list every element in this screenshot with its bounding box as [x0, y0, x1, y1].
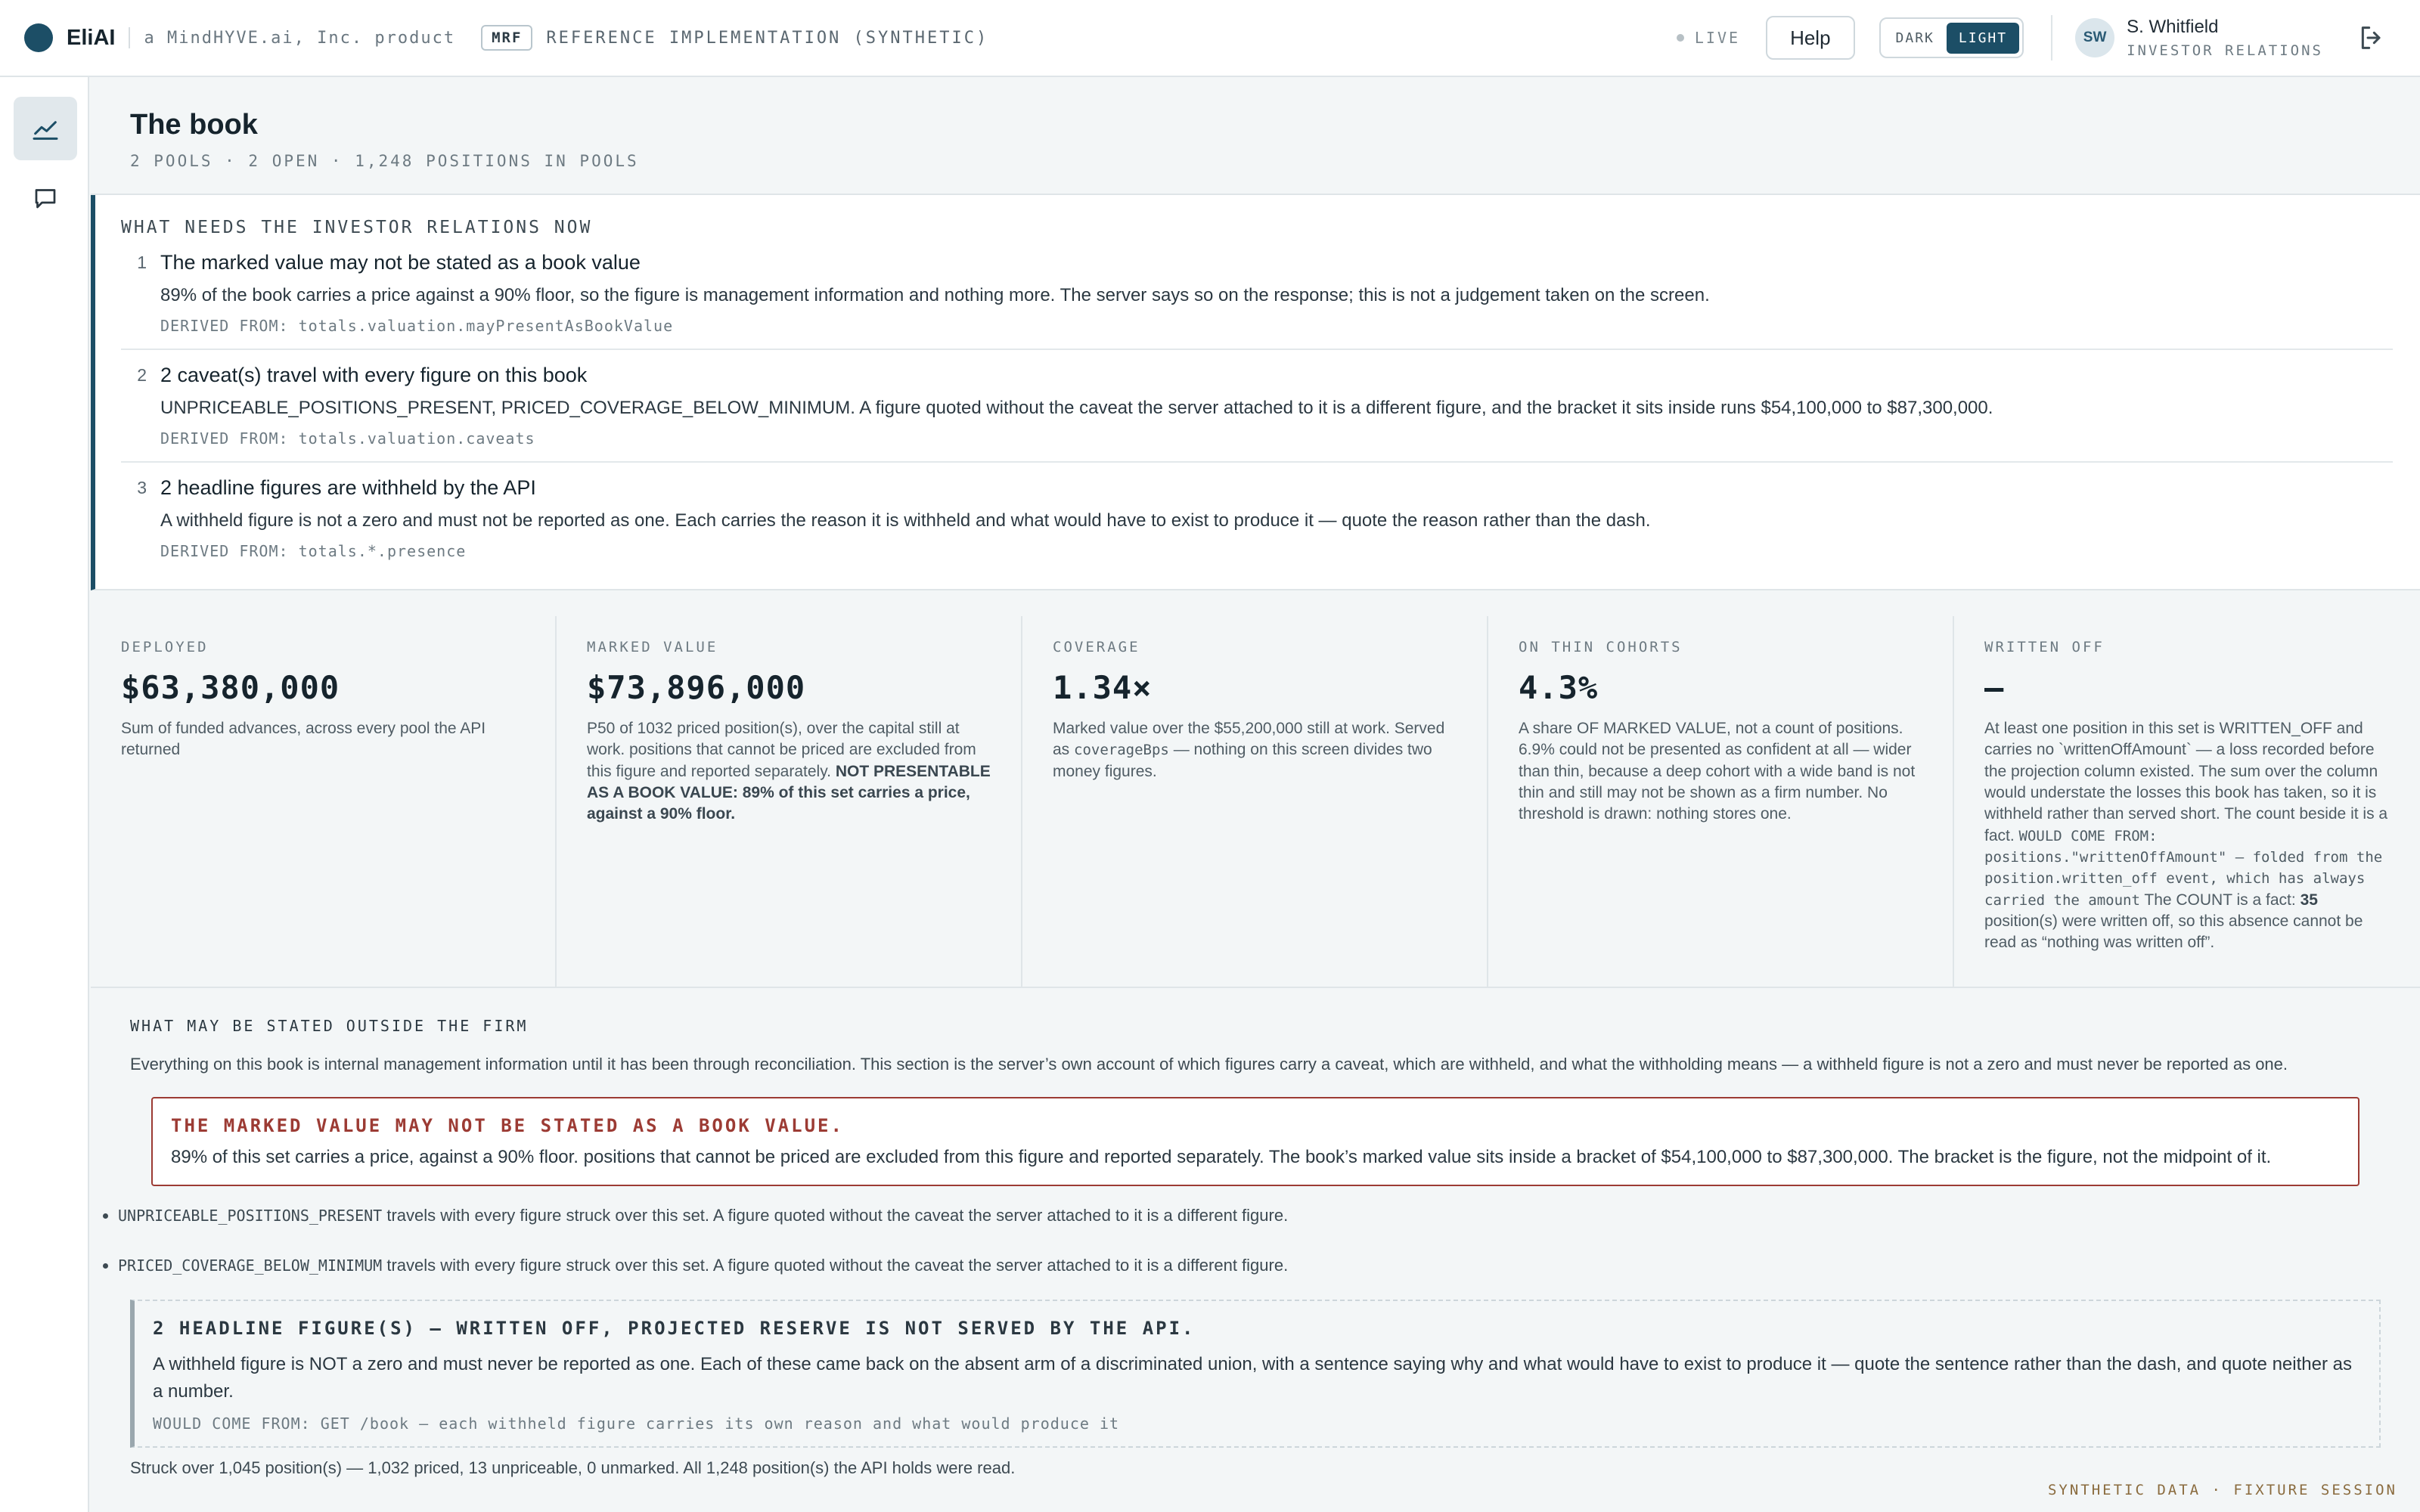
theme-dark-option[interactable]: DARK	[1895, 29, 1934, 46]
chat-bubble-icon	[32, 184, 59, 212]
need-body	[160, 475, 2393, 560]
need-number: 2	[137, 365, 147, 385]
kpi-label: COVERAGE	[1053, 639, 1140, 655]
need-text: UNPRICEABLE_POSITIONS_PRESENT, PRICED_COVERAGE_BELOW_MINIMUM. A figure quoted without the caveat the server attached to it is a different figure, and the bracket it sits inside runs $54,100,000 to $87,300,000.	[160, 398, 1993, 418]
kpi-value: 4.3%	[1519, 669, 1599, 706]
withheld-text: A withheld figure is NOT a zero and must never be reported as one. Each of these came back on the absent arm of a discriminated union, with a sentence saying why and what would have to exist to produce it — quote the sentence rather than the dash, and quote neither as a number.	[153, 1354, 2352, 1402]
kpi-note-text: P50 of 1032 priced position(s), over the capital still at work. positions that cannot be priced are excluded from this figure and reported separately.	[587, 720, 976, 780]
kpi-note-count: 35	[2300, 891, 2318, 909]
reference-label: REFERENCE IMPLEMENTATION (SYNTHETIC)	[546, 28, 989, 48]
need-heading: 2 headline figures are withheld by the API	[160, 476, 536, 499]
kpi-note	[587, 718, 991, 826]
need-derived-from: DERIVED FROM: totals.*.presence	[160, 542, 467, 560]
kpi-note	[1053, 718, 1457, 782]
top-bar	[0, 0, 2420, 77]
mrf-chip: MRF	[481, 25, 532, 51]
kpi-value: $63,380,000	[121, 669, 340, 706]
list-item	[118, 1256, 2381, 1275]
page-header	[91, 77, 2420, 195]
logout-icon[interactable]	[2356, 23, 2387, 53]
need-item	[121, 350, 2393, 463]
warning-text: 89% of this set carries a price, against a 90% floor. positions that cannot be priced are excluded from this figure and reported separately. The book’s marked value sits inside a bracket of $54,100,000 to $87,300,000. The bracket is the figure, not the midpoint of it.	[171, 1147, 2272, 1167]
withheld-figures-box	[130, 1300, 2381, 1448]
need-text: A withheld figure is not a zero and must not be reported as one. Each carries the reason it is withheld and what would have to exist to produce it — quote the reason rather than the dash.	[160, 510, 1651, 531]
need-text: 89% of the book carries a price against a 90% floor, so the figure is management information and nothing more. The server says so on the response; this is not a judgement taken on the screen.	[160, 285, 1710, 305]
kpi-note-text: Marked value over the $55,200,000 still at work. Served as	[1053, 720, 1445, 759]
user-name: S. Whitfield	[2127, 17, 2219, 37]
stated-title: WHAT MAY BE STATED OUTSIDE THE FIRM	[130, 1017, 529, 1035]
user-divider	[2051, 15, 2052, 60]
kpi-marked-value	[557, 616, 1022, 987]
kpi-note-code: coverageBps	[1074, 742, 1169, 759]
kpi-note-code: WOULD COME FROM: positions."writtenOffAmount" — folded from the position.written_off event, which has always carried the amount	[1984, 827, 2383, 909]
kpi-label: MARKED VALUE	[587, 639, 718, 655]
kpi-note	[1984, 718, 2390, 954]
user-block	[2127, 17, 2323, 59]
kpi-deployed	[91, 616, 557, 987]
status-dot-icon	[1677, 34, 1684, 42]
caveat-code: UNPRICEABLE_POSITIONS_PRESENT	[118, 1207, 383, 1225]
side-rail	[0, 77, 89, 1512]
brand-divider	[129, 27, 130, 48]
need-number: 3	[137, 478, 147, 497]
need-heading: 2 caveat(s) travel with every figure on this book	[160, 364, 588, 386]
kpi-value: $73,896,000	[587, 669, 806, 706]
user-role: INVESTOR RELATIONS	[2127, 42, 2323, 59]
kpi-written-off	[1954, 616, 2420, 987]
line-chart-icon	[30, 113, 60, 144]
need-item	[121, 463, 2393, 574]
need-heading: The marked value may not be stated as a book value	[160, 251, 641, 274]
warning-heading: THE MARKED VALUE MAY NOT BE STATED AS A BOOK VALUE.	[171, 1115, 844, 1136]
live-status-label: LIVE	[1694, 29, 1741, 47]
book-value-warning	[151, 1097, 2360, 1186]
kpi-note-text: — nothing on this screen divides two money figures.	[1053, 741, 1432, 780]
brand-logo	[24, 23, 53, 52]
kpi-note-text: The COUNT is a fact:	[2144, 891, 2296, 909]
page-title: The book	[130, 109, 258, 141]
kpi-label: ON THIN COHORTS	[1519, 639, 1683, 655]
need-derived-from: DERIVED FROM: totals.valuation.mayPresentAsBookValue	[160, 317, 674, 335]
need-body	[160, 249, 2393, 335]
caveat-text: travels with every figure struck over this set. A figure quoted without the caveat the server attached to it is a different figure.	[386, 1206, 1289, 1225]
withheld-heading: 2 HEADLINE FIGURE(S) — WRITTEN OFF, PROJECTED RESERVE IS NOT SERVED BY THE API.	[153, 1318, 1196, 1339]
rail-chat-button[interactable]	[14, 166, 77, 230]
caveat-list	[118, 1206, 2381, 1275]
brand-name: EliAI	[67, 25, 116, 50]
kpi-note-warning: NOT PRESENTABLE AS A BOOK VALUE: 89% of this set carries a price, against a 90% floor.	[587, 762, 991, 823]
kpi-note-text: position(s) were written off, so this absence cannot be read as “nothing was written off”.	[1984, 912, 2363, 952]
withheld-source: WOULD COME FROM: GET /book — each withheld figure carries its own reason and what would produce it	[153, 1414, 1120, 1433]
need-body	[160, 362, 2393, 448]
needs-title: WHAT NEEDS THE INVESTOR RELATIONS NOW	[121, 218, 593, 237]
avatar[interactable]: SW	[2075, 18, 2114, 57]
caveat-code: PRICED_COVERAGE_BELOW_MINIMUM	[118, 1256, 383, 1275]
kpi-note: A share OF MARKED VALUE, not a count of positions. 6.9% could not be presented as confident at all — wider than thin, because a deep cohort with a wide band is not thin and still may not be shown as a firm number. No threshold is drawn: nothing stores one.	[1519, 720, 1916, 823]
kpi-label: DEPLOYED	[121, 639, 209, 655]
kpi-label: WRITTEN OFF	[1984, 639, 2105, 655]
need-number: 1	[137, 253, 147, 272]
kpi-strip	[91, 590, 2420, 988]
live-status	[1677, 29, 1740, 47]
stated-outside-section	[91, 988, 2420, 1478]
needs-panel	[91, 195, 2420, 590]
top-bar-right	[1677, 0, 2420, 76]
caveat-text: travels with every figure struck over this set. A figure quoted without the caveat the server attached to it is a different figure.	[386, 1256, 1289, 1275]
theme-toggle	[1879, 17, 2024, 58]
theme-light-option[interactable]: LIGHT	[1947, 23, 2019, 54]
rail-book-button[interactable]	[14, 97, 77, 160]
need-item	[121, 237, 2393, 350]
kpi-value: —	[1984, 669, 2005, 706]
stated-intro: Everything on this book is internal management information until it has been through reconciliation. This section is the server’s own account of which figures carry a caveat, which are withheld, and what the withholding means — a withheld figure is not a zero and must never be reported as one.	[130, 1055, 2288, 1074]
kpi-coverage	[1022, 616, 1488, 987]
kpi-note-text: At least one position in this set is WRITTEN_OFF and carries no `writtenOffAmount` — a loss recorded before the projection column existed. The sum over the column would understate the losses this book has taken, so it is withheld rather than served short. The count beside it is a fact.	[1984, 720, 2388, 844]
struck-summary: Struck over 1,045 position(s) — 1,032 priced, 13 unpriceable, 0 unmarked. All 1,248 position(s) the API holds were read.	[130, 1458, 1016, 1477]
brand-tagline: a MindHYVE.ai, Inc. product	[144, 28, 456, 48]
kpi-thin-cohorts	[1488, 616, 1954, 987]
list-item	[118, 1206, 2381, 1225]
help-button[interactable]: Help	[1766, 16, 1854, 60]
synthetic-data-tag: SYNTHETIC DATA · FIXTURE SESSION	[2043, 1480, 2402, 1500]
kpi-note: Sum of funded advances, across every pool the API returned	[121, 720, 486, 759]
page-subtitle: 2 POOLS · 2 OPEN · 1,248 POSITIONS IN POOLS	[130, 152, 639, 170]
main-content	[91, 77, 2420, 1512]
kpi-value: 1.34×	[1053, 669, 1153, 706]
need-derived-from: DERIVED FROM: totals.valuation.caveats	[160, 429, 535, 448]
